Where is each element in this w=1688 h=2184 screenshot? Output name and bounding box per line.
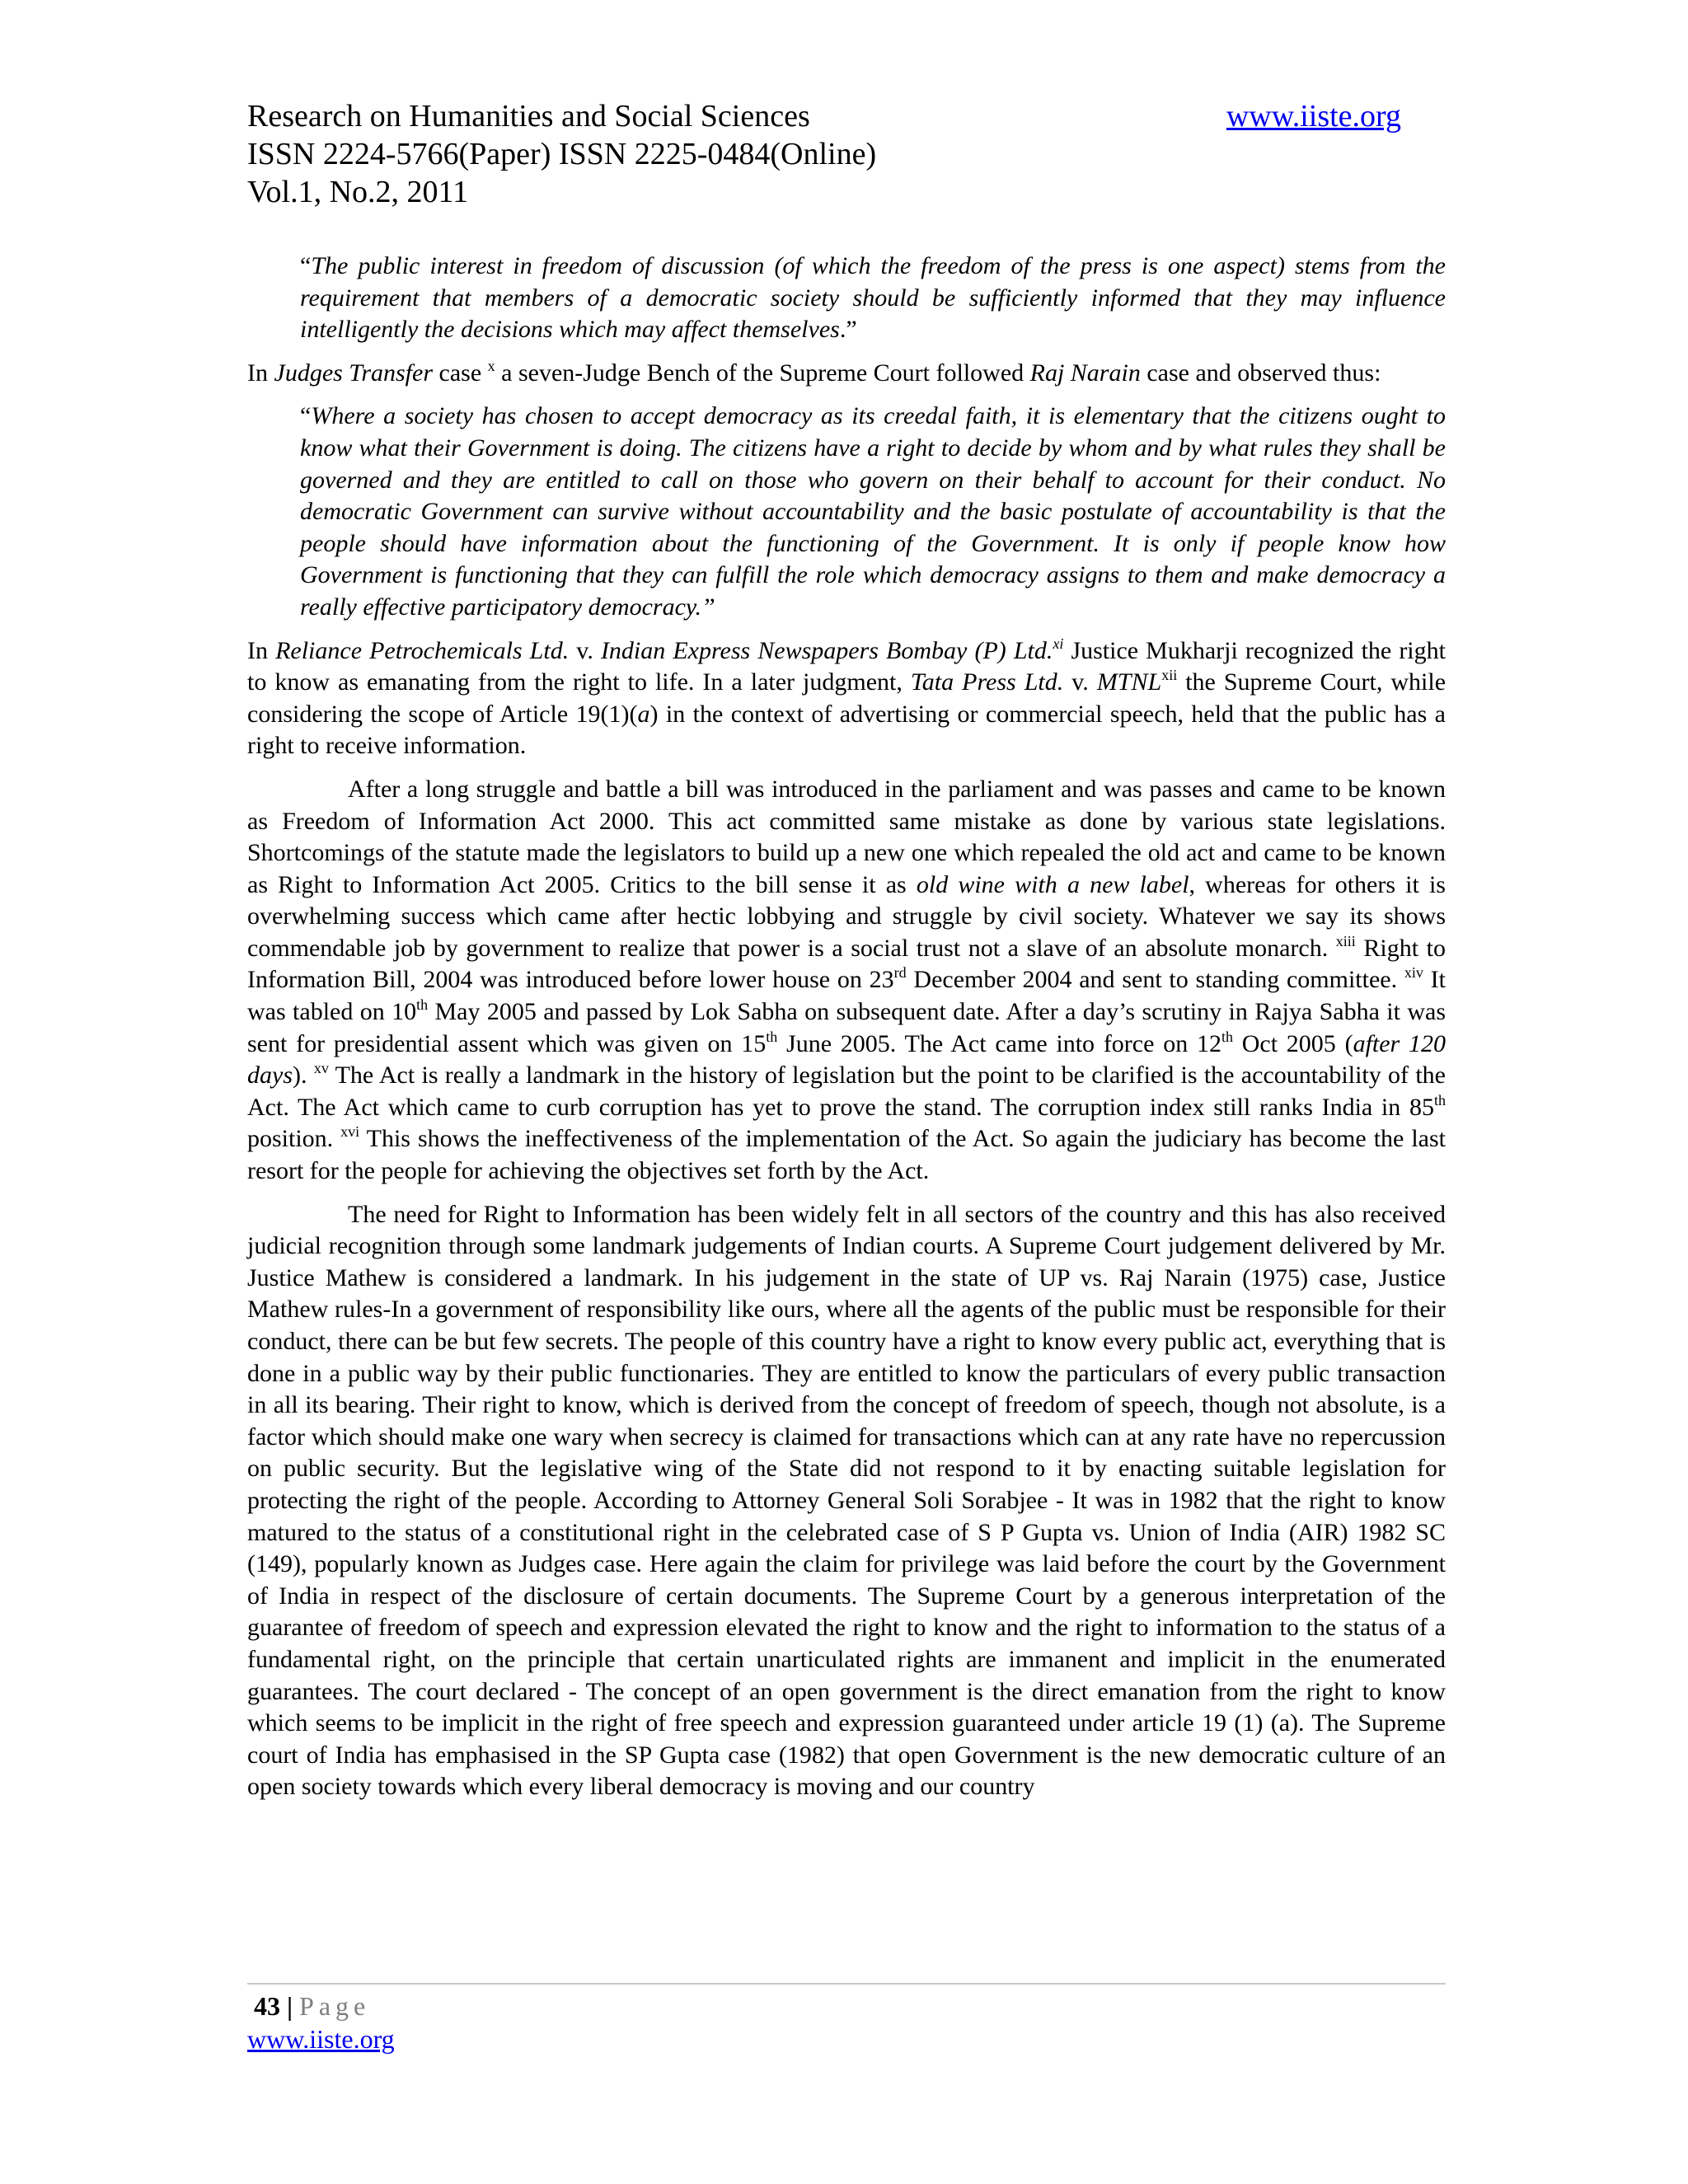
footnote-ref[interactable]: xiii xyxy=(1335,932,1356,949)
page-number: 43 xyxy=(254,1991,280,2021)
page-indicator: 43 | Page xyxy=(247,1990,395,2022)
footnote-ref[interactable]: xiv xyxy=(1404,964,1423,982)
footer-divider xyxy=(247,1983,1446,1985)
footer-website-link[interactable]: www.iiste.org xyxy=(247,2024,395,2054)
journal-issn: ISSN 2224-5766(Paper) ISSN 2225-0484(Online) xyxy=(247,137,877,171)
header-website-link[interactable]: www.iiste.org xyxy=(1226,99,1401,134)
page-label: Page xyxy=(299,1991,371,2021)
page-footer xyxy=(247,1990,395,2055)
block-quote: “Where a society has chosen to accept democracy as its creedal faith, it is elementary that the citizens ought to know what their Government is doing. The citizens have a right to decide by whom and by what rules they shall be governed and they are entitled to call on those who govern on their behalf to account for their conduct. No democratic Government can survive without accountability and the basic postulate of accountability is that the people should have information about the functioning of the Government. It is only if people know how Government is functioning that they can fulfill the role which democracy assigns to them and make democracy a really effective participatory democracy.” xyxy=(300,402,1446,621)
footnote-ref[interactable]: xv xyxy=(313,1060,329,1077)
footnote-ref[interactable]: x xyxy=(487,357,495,374)
journal-volume: Vol.1, No.2, 2011 xyxy=(247,175,469,209)
journal-header xyxy=(247,97,1401,211)
quote-text: The public interest in freedom of discussion (of which the freedom of the press is one aspect) stems from the requirement that members of a democratic society should be sufficiently informed that they may influence intelligently the decisions which may affect themselves xyxy=(300,252,1446,344)
footnote-ref[interactable]: xi xyxy=(1053,635,1064,652)
paragraph: In Judges Transfer case $^x$ a seven-Judge Bench of the Supreme Court followed Raj Narain case and observed thus: xyxy=(247,357,1381,387)
block-quote: “The public interest in freedom of discussion (of which the freedom of the press is one aspect) stems from the requirement that members of a democratic society should be sufficiently informed that they may influence intelligently the decisions which may affect themselves.” xyxy=(300,252,1446,344)
paragraph: In Reliance Petrochemicals Ltd. v. Indian Express Newspapers Bombay (P) Ltd.$^{xi}$ Justice Mukharji recognized the right to know as emanating from the right to life. In a later judgment, Tata Press Ltd. v. MTNL$^{xii}$ the Supreme Court, while considering the scope of Article 19(1)(a) in the context of advertising or commercial speech, held that the public has a right to receive information. xyxy=(247,635,1447,760)
paragraph: After a long struggle and battle a bill was introduced in the parliament and was passes and came to be known as Freedom of Information Act 2000. This act committed same mistake as done by various state legislations. Shortcomings of the statute made the legislators to build up a new one which repealed the old act and came to be known as Right to Information Act 2005. Critics to the bill sense it as old wine with a new label, whereas for others it is overwhelming success which came after hectic lobbying and struggle by civil society. Whatever we say its shows commendable job by government to realize that power is a social trust not a slave of an absolute monarch. $^{xiii}$ Right to Information Bill, 2004 was introduced before lower house on 23rd December 2004 and sent to standing committee. $^{xiv}$ It was tabled on 10th May 2005 and passed by Lok Sabha on subsequent date. After a day’s scrutiny in Rajya Sabha it was sent for presidential assent which was given on 15th June 2005. The Act came into force on 12th Oct 2005 (after 120 days). $^{xv}$ The Act is really a landmark in the history of legislation but the point to be clarified is the accountability of the Act. The Act which came to curb corruption has yet to prove the stand. The corruption index still ranks India in 85th position. $^{xvi}$ This shows the ineffectiveness of the implementation of the Act. So again the judiciary has become the last resort for the people for achieving the objectives set forth by the Act. xyxy=(247,775,1446,1185)
quote-text: Where a society has chosen to accept democracy as its creedal faith, it is elementary that the citizens ought to know what their Government is doing. The citizens have a right to decide by whom and by what rules they shall be governed and they are entitled to call on those who govern on their behalf to account for their conduct. No democratic Government can survive without accountability and the basic postulate of accountability is that the people should have information about the functioning of the Government. It is only if people know how Government is functioning that they can fulfill the role which democracy assigns to them and make democracy a really effective participatory democracy.” xyxy=(300,402,1446,621)
footnote-ref[interactable]: xii xyxy=(1161,667,1178,684)
journal-title: Research on Humanities and Social Sciences xyxy=(247,99,810,134)
paragraph: The need for Right to Information has been widely felt in all sectors of the country and this has also received judicial recognition through some landmark judgements of Indian courts. A Supreme Court judgement delivered by Mr. Justice Mathew is considered a landmark. In his judgement in the state of UP vs. Raj Narain (1975) case, Justice Mathew rules-In a government of responsibility like ours, where all the agents of the public must be responsible for their conduct, there can be but few secrets. The people of this country have a right to know every public act, everything that is done in a public way by their public functionaries. They are entitled to know the particulars of every public transaction in all its bearing. Their right to know, which is derived from the concept of freedom of speech, though not absolute, is a factor which should make one wary when secrecy is claimed for transactions which can at any rate have no repercussion on public security. But the legislative wing of the State did not respond to it by enacting suitable legislation for protecting the right of the people. According to Attorney General Soli Sorabjee - It was in 1982 that the right to know matured to the status of a constitutional right in the celebrated case of S P Gupta vs. Union of India (AIR) 1982 SC (149), popularly known as Judges case. Here again the claim for privilege was laid before the court by the Government of India in respect of the disclosure of certain documents. The Supreme Court by a generous interpretation of the guarantee of freedom of speech and expression elevated the right to know and the right to information to the status of a fundamental right, on the principle that certain unarticulated rights are immanent and implicit in the enumerated guarantees. The court declared - The concept of an open government is the direct emanation from the right to know which seems to be implicit in the right of free speech and expression guaranteed under article 19 (1) (a). The Supreme court of India has emphasised in the SP Gupta case (1982) that open Government is the new democratic culture of an open society towards which every liberal democracy is moving and our country xyxy=(247,1200,1446,1801)
footnote-ref[interactable]: xvi xyxy=(340,1123,360,1141)
article-body xyxy=(247,251,1446,1815)
